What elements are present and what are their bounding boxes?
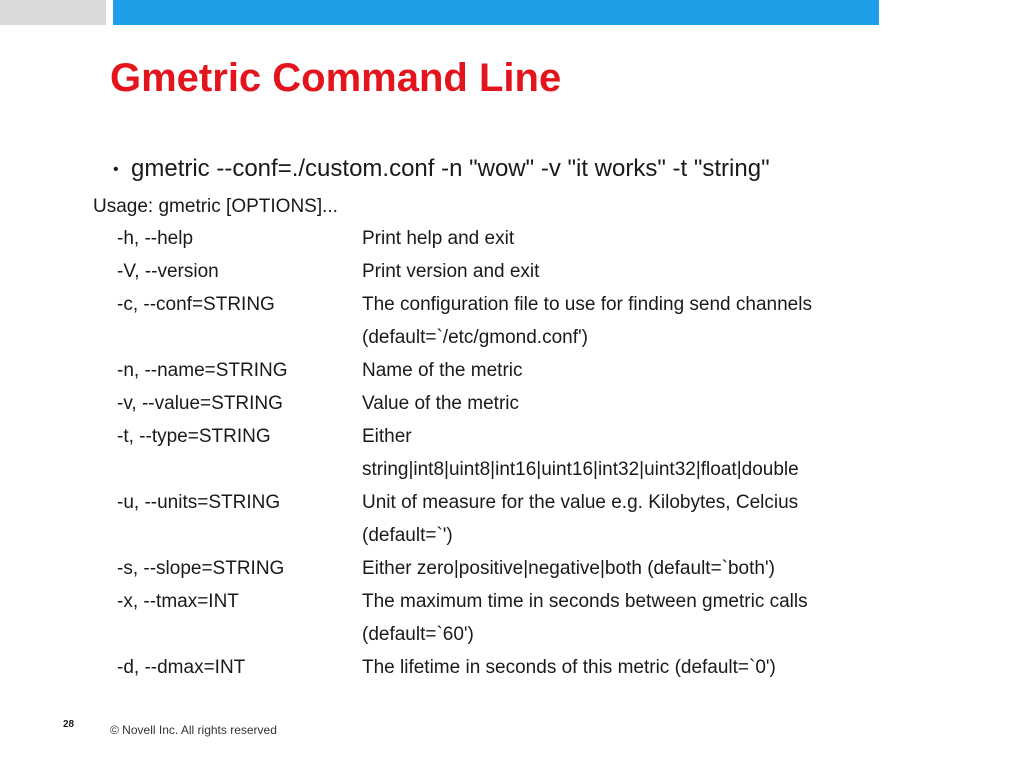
option-row — [0, 624, 1024, 657]
option-description: (default=`/etc/gmond.conf') — [362, 327, 588, 348]
usage-line: Usage: gmetric [OPTIONS]... — [93, 196, 338, 217]
bullet-command — [113, 155, 770, 183]
page-number: 28 — [63, 719, 75, 730]
option-row — [0, 426, 1024, 459]
option-row — [0, 327, 1024, 360]
option-flag: -s, --slope=STRING — [117, 558, 285, 579]
option-description: The lifetime in seconds of this metric (default=`0') — [362, 657, 776, 678]
bullet-icon: • — [113, 160, 119, 178]
option-description: string|int8|uint8|int16|uint16|int32|uint32|float|double — [362, 459, 799, 480]
option-flag: -x, --tmax=INT — [117, 591, 239, 612]
option-row — [0, 558, 1024, 591]
option-row — [0, 393, 1024, 426]
option-description: Name of the metric — [362, 360, 523, 381]
option-flag: -n, --name=STRING — [117, 360, 288, 381]
option-flag: -u, --units=STRING — [117, 492, 281, 513]
header-bar-blue — [113, 0, 879, 25]
option-row — [0, 360, 1024, 393]
option-row — [0, 657, 1024, 690]
option-description: Unit of measure for the value e.g. Kilobytes, Celcius — [362, 492, 799, 513]
option-description: The configuration file to use for finding send channels — [362, 294, 812, 315]
option-description: Value of the metric — [362, 393, 520, 414]
option-flag: -d, --dmax=INT — [117, 657, 246, 678]
option-description: The maximum time in seconds between gmetric calls — [362, 591, 808, 612]
option-description: Either zero|positive|negative|both (default=`both') — [362, 558, 775, 579]
option-flag: -c, --conf=STRING — [117, 294, 275, 315]
option-row — [0, 294, 1024, 327]
option-flag: -v, --value=STRING — [117, 393, 283, 414]
bullet-text: gmetric --conf=./custom.conf -n "wow" -v "it works" -t "string" — [131, 155, 770, 182]
option-description: (default=`60') — [362, 624, 474, 645]
option-flag: -t, --type=STRING — [117, 426, 271, 447]
option-flag: -V, --version — [117, 261, 219, 282]
option-row — [0, 525, 1024, 558]
option-description: (default=`') — [362, 525, 453, 546]
option-description: Print version and exit — [362, 261, 540, 282]
slide-title: Gmetric Command Line — [110, 56, 562, 100]
option-row — [0, 492, 1024, 525]
option-description: Print help and exit — [362, 228, 515, 249]
option-row — [0, 591, 1024, 624]
option-row — [0, 228, 1024, 261]
option-flag: -h, --help — [117, 228, 194, 249]
copyright-notice: © Novell Inc. All rights reserved — [110, 723, 277, 737]
option-row — [0, 459, 1024, 492]
option-description: Either — [362, 426, 412, 447]
option-row — [0, 261, 1024, 294]
header-bar-gray — [0, 0, 106, 25]
